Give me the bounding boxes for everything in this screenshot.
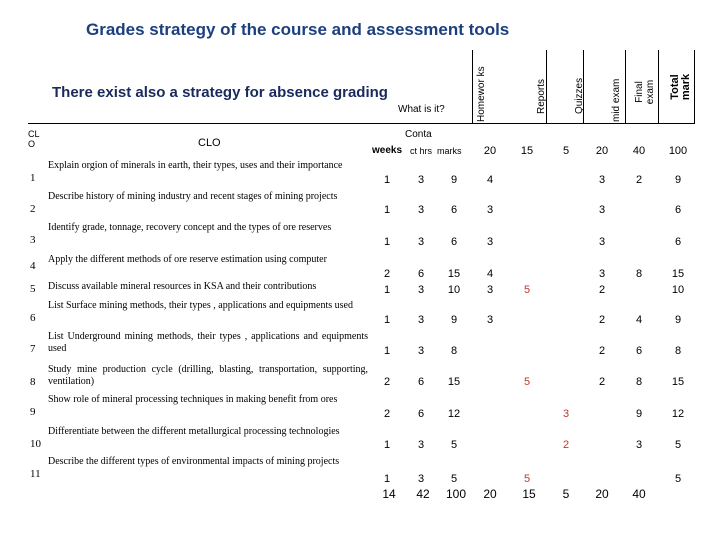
cell-mid: 3 xyxy=(598,204,606,216)
subtitle: There exist also a strategy for absence grading xyxy=(52,84,388,101)
cell-mid: 2 xyxy=(598,345,606,357)
cell-mid: 3 xyxy=(598,268,606,280)
weight-final: 40 xyxy=(632,145,646,157)
cell-weeks: 1 xyxy=(383,439,391,451)
cell-tot: 15 xyxy=(671,376,685,388)
cell-hrs: 3 xyxy=(417,473,425,485)
weight-reports: 15 xyxy=(520,145,534,157)
cell-fin: 9 xyxy=(635,408,643,420)
divider xyxy=(658,50,659,123)
page-title: Grades strategy of the course and assessment tools xyxy=(86,20,510,39)
cell-weeks: 2 xyxy=(383,268,391,280)
row-number: 5 xyxy=(30,283,36,295)
row-number: 9 xyxy=(30,406,36,418)
cell-marks: 5 xyxy=(450,473,458,485)
cell-mid: 3 xyxy=(598,236,606,248)
header-weeks: weeks xyxy=(372,145,403,156)
row-description: Explain orgion of minerals in earth, their types, uses and their importance xyxy=(48,160,343,171)
row-number: 6 xyxy=(30,312,36,324)
weight-quizzes: 5 xyxy=(562,145,570,157)
cell-hrs: 3 xyxy=(417,174,425,186)
cell-tot: 15 xyxy=(671,268,685,280)
header-ct-hrs: ct hrs xyxy=(410,146,433,156)
cell-hrs: 3 xyxy=(417,314,425,326)
cell-quiz: 3 xyxy=(562,408,570,420)
weight-total: 100 xyxy=(668,145,688,157)
header-divider xyxy=(28,123,695,124)
cell-fin: 8 xyxy=(635,376,643,388)
total-midexam: 20 xyxy=(595,487,609,501)
cell-weeks: 2 xyxy=(383,376,391,388)
cell-marks: 15 xyxy=(447,268,461,280)
cell-marks: 12 xyxy=(447,408,461,420)
cell-weeks: 1 xyxy=(383,174,391,186)
cell-marks: 6 xyxy=(450,236,458,248)
cell-weeks: 1 xyxy=(383,473,391,485)
cell-hw: 3 xyxy=(486,204,494,216)
cell-hrs: 3 xyxy=(417,236,425,248)
cell-tot: 12 xyxy=(671,408,685,420)
row-number: 8 xyxy=(30,376,36,388)
cell-hrs: 3 xyxy=(417,439,425,451)
row-description: Differentiate between the different metallurgical processing technologies xyxy=(48,426,340,437)
cell-rep: 5 xyxy=(523,473,531,485)
cell-fin: 4 xyxy=(635,314,643,326)
cell-fin: 2 xyxy=(635,174,643,186)
cell-tot: 5 xyxy=(674,473,682,485)
row-number: 2 xyxy=(30,203,36,215)
cell-tot: 6 xyxy=(674,236,682,248)
cell-rep: 5 xyxy=(523,376,531,388)
cell-hrs: 3 xyxy=(417,284,425,296)
cell-weeks: 1 xyxy=(383,284,391,296)
cell-hw: 4 xyxy=(486,268,494,280)
row-description: Describe the different types of environmental impacts of mining projects xyxy=(48,456,340,467)
row-number: 1 xyxy=(30,172,36,184)
row-description: Study mine production cycle (drilling, blasting, transportation, supporting, ventilation) xyxy=(48,364,368,387)
cell-quiz: 2 xyxy=(562,439,570,451)
total-marks: 100 xyxy=(445,487,467,501)
what-is-it-label: What is it? xyxy=(398,104,445,115)
header-clo-short: CL O xyxy=(28,129,40,149)
cell-weeks: 2 xyxy=(383,408,391,420)
cell-marks: 5 xyxy=(450,439,458,451)
cell-weeks: 1 xyxy=(383,345,391,357)
cell-mid: 2 xyxy=(598,376,606,388)
cell-hrs: 6 xyxy=(417,376,425,388)
header-clo: CLO xyxy=(198,137,221,149)
row-number: 4 xyxy=(30,260,36,272)
cell-rep: 5 xyxy=(523,284,531,296)
row-description: Discuss available mineral resources in KSA and their contributions xyxy=(48,281,317,292)
cell-tot: 9 xyxy=(674,174,682,186)
cell-mid: 2 xyxy=(598,314,606,326)
weight-midexam: 20 xyxy=(595,145,609,157)
cell-marks: 15 xyxy=(447,376,461,388)
cell-hrs: 6 xyxy=(417,408,425,420)
cell-tot: 5 xyxy=(674,439,682,451)
cell-marks: 8 xyxy=(450,345,458,357)
header-contact: Conta xyxy=(405,129,432,140)
cell-mid: 2 xyxy=(598,284,606,296)
total-final: 40 xyxy=(632,487,646,501)
cell-mid: 3 xyxy=(598,174,606,186)
cell-fin: 8 xyxy=(635,268,643,280)
cell-marks: 9 xyxy=(450,314,458,326)
cell-tot: 6 xyxy=(674,204,682,216)
cell-weeks: 1 xyxy=(383,204,391,216)
divider xyxy=(472,50,473,123)
weight-homework: 20 xyxy=(483,145,497,157)
cell-marks: 10 xyxy=(447,284,461,296)
row-description: Describe history of mining industry and recent stages of mining projects xyxy=(48,191,338,202)
divider xyxy=(694,50,695,123)
cell-weeks: 1 xyxy=(383,314,391,326)
cell-hrs: 3 xyxy=(417,345,425,357)
row-description: Show role of mineral processing techniques in making benefit from ores xyxy=(48,394,338,405)
cell-hw: 3 xyxy=(486,314,494,326)
cell-fin: 3 xyxy=(635,439,643,451)
cell-weeks: 1 xyxy=(383,236,391,248)
cell-marks: 6 xyxy=(450,204,458,216)
cell-tot: 10 xyxy=(671,284,685,296)
row-description: Identify grade, tonnage, recovery concept and the types of ore reserves xyxy=(48,222,332,233)
cell-hw: 3 xyxy=(486,284,494,296)
cell-tot: 8 xyxy=(674,345,682,357)
row-number: 7 xyxy=(30,343,36,355)
row-number: 10 xyxy=(30,438,41,450)
total-homework: 20 xyxy=(483,487,497,501)
cell-hw: 3 xyxy=(486,236,494,248)
cell-fin: 6 xyxy=(635,345,643,357)
total-reports: 15 xyxy=(522,487,536,501)
cell-hrs: 6 xyxy=(417,268,425,280)
row-number: 3 xyxy=(30,234,36,246)
row-number: 11 xyxy=(30,468,41,480)
row-description: List Surface mining methods, their types , applications and equipments used xyxy=(48,300,353,311)
header-marks: marks xyxy=(437,146,462,156)
row-description: List Underground mining methods, their types , applications and equipments used xyxy=(48,331,368,354)
total-weeks: 14 xyxy=(382,487,396,501)
total-hrs: 42 xyxy=(416,487,430,501)
row-description: Apply the different methods of ore reserve estimation using computer xyxy=(48,254,327,265)
cell-tot: 9 xyxy=(674,314,682,326)
cell-hrs: 3 xyxy=(417,204,425,216)
cell-hw: 4 xyxy=(486,174,494,186)
total-quizzes: 5 xyxy=(562,487,570,501)
divider xyxy=(625,50,626,123)
cell-marks: 9 xyxy=(450,174,458,186)
